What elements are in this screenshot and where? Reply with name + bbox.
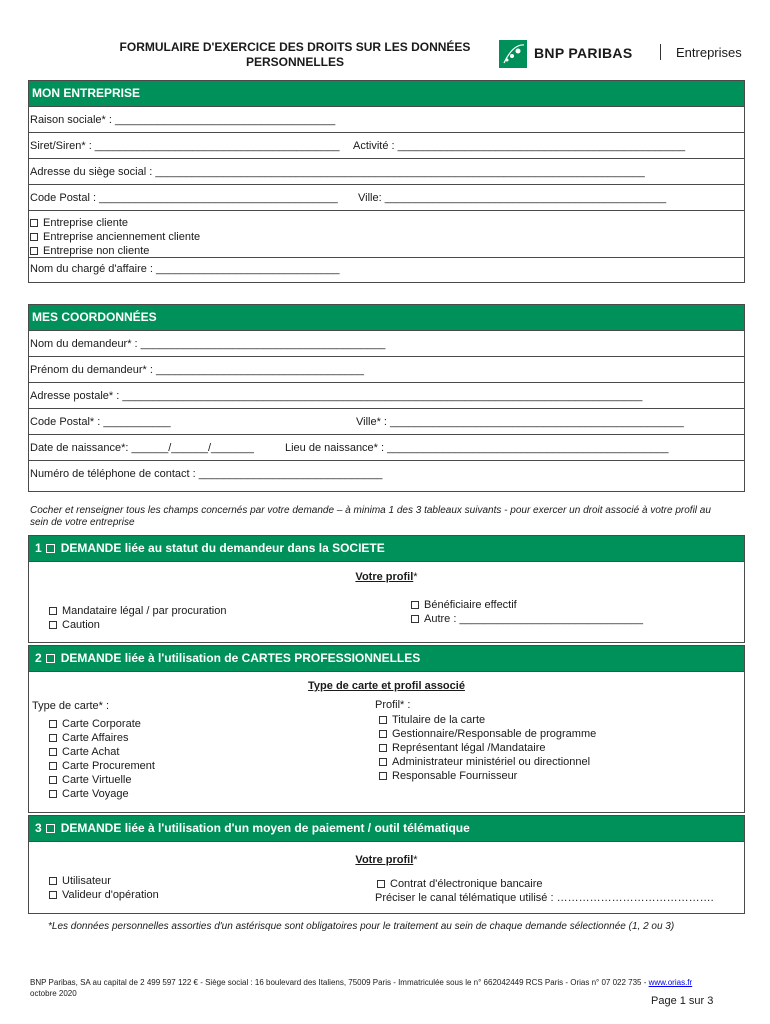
row-statut-client bbox=[29, 210, 744, 257]
checkbox-icon[interactable] bbox=[379, 744, 387, 752]
checkbox-icon[interactable] bbox=[379, 730, 387, 738]
checkbox-icon[interactable] bbox=[49, 762, 57, 770]
option-caution[interactable]: Caution bbox=[49, 618, 226, 632]
row-naissance bbox=[29, 434, 744, 460]
logo-divider bbox=[660, 44, 661, 60]
demande-1-subheading: Votre profil* bbox=[355, 571, 418, 583]
profil-label: Profil* : bbox=[375, 699, 411, 711]
checkbox-icon[interactable] bbox=[30, 247, 38, 255]
checkbox-icon[interactable] bbox=[49, 776, 57, 784]
checkbox-icon[interactable] bbox=[49, 891, 57, 899]
section-heading: MON ENTREPRISE bbox=[29, 81, 744, 106]
checkbox-icon[interactable] bbox=[379, 772, 387, 780]
option-anciennement-cliente[interactable]: Entreprise anciennement cliente bbox=[30, 230, 200, 244]
checkbox-icon[interactable] bbox=[377, 880, 385, 888]
checkbox-icon[interactable] bbox=[30, 233, 38, 241]
option-titulaire[interactable]: Titulaire de la carte bbox=[379, 713, 596, 727]
checkbox-icon[interactable] bbox=[49, 734, 57, 742]
row-nom bbox=[29, 330, 744, 356]
checkbox-icon[interactable] bbox=[379, 716, 387, 724]
option-fournisseur[interactable]: Responsable Fournisseur bbox=[379, 769, 596, 783]
code-postal-field[interactable]: Code Postal* : ___________ bbox=[30, 416, 171, 428]
checkbox-icon[interactable] bbox=[411, 615, 419, 623]
demande-1-body bbox=[29, 561, 744, 644]
option-mandataire[interactable]: Mandataire légal / par procuration bbox=[49, 604, 226, 618]
demande-2-body bbox=[29, 671, 744, 814]
option-autre[interactable]: Autre : ______________________________ bbox=[411, 612, 643, 626]
row-code-postal bbox=[29, 184, 744, 210]
demande-1-right-options bbox=[411, 598, 643, 626]
checkbox-icon[interactable] bbox=[49, 720, 57, 728]
option-administrateur[interactable]: Administrateur ministériel ou directionnel bbox=[379, 755, 596, 769]
lieu-naissance-field[interactable]: Lieu de naissance* : ______________________________________________ bbox=[285, 442, 669, 454]
logo-name: BNP PARIBAS bbox=[534, 45, 633, 61]
siret-field[interactable]: Siret/Siren* : ________________________________________ bbox=[30, 140, 340, 152]
ville-field[interactable]: Ville* : ________________________________________________ bbox=[356, 416, 684, 428]
option-carte-virtuelle[interactable]: Carte Virtuelle bbox=[49, 773, 155, 787]
adresse-siege-field[interactable]: Adresse du siège social : ________________________________________________________________________________ bbox=[30, 166, 645, 178]
demande-1-heading: 1 DEMANDE liée au statut du demandeur dans la SOCIETE bbox=[29, 536, 744, 561]
demande-1-left-options bbox=[49, 604, 226, 632]
title-line-1: FORMULAIRE D'EXERCICE DES DROITS SUR LES DONNÉES bbox=[119, 40, 471, 54]
page-title bbox=[85, 40, 505, 70]
option-non-cliente[interactable]: Entreprise non cliente bbox=[30, 244, 200, 258]
row-adresse bbox=[29, 158, 744, 184]
bnp-logo-icon bbox=[499, 40, 527, 68]
title-line-2: PERSONNELLES bbox=[245, 55, 344, 69]
footnote: *Les données personnelles assorties d'un astérisque sont obligatoires pour le traitement au sein de chaque demande sélectionnée (1, 2 ou 3) bbox=[48, 921, 675, 932]
checkbox-icon[interactable] bbox=[49, 748, 57, 756]
demande-3-left-options bbox=[49, 874, 159, 902]
section-demande-2 bbox=[28, 645, 745, 813]
row-siret bbox=[29, 132, 744, 158]
checkbox-icon[interactable] bbox=[30, 219, 38, 227]
logo-division: Entreprises bbox=[676, 45, 742, 60]
option-carte-voyage[interactable]: Carte Voyage bbox=[49, 787, 155, 801]
demande-1-checkbox-icon[interactable] bbox=[46, 544, 55, 553]
row-telephone bbox=[29, 460, 744, 487]
section-demande-1 bbox=[28, 535, 745, 643]
page-number: Page 1 sur 3 bbox=[651, 995, 714, 1007]
charge-affaire-field[interactable]: Nom du chargé d'affaire : ______________________________ bbox=[30, 263, 340, 275]
option-beneficiaire[interactable]: Bénéficiaire effectif bbox=[411, 598, 643, 612]
checkbox-icon[interactable] bbox=[49, 877, 57, 885]
checkbox-icon[interactable] bbox=[49, 621, 57, 629]
row-adresse-postale bbox=[29, 382, 744, 408]
demande-3-subheading: Votre profil* bbox=[355, 854, 418, 866]
footer-date: octobre 2020 bbox=[30, 989, 77, 998]
telephone-field[interactable]: Numéro de téléphone de contact : ______________________________ bbox=[30, 468, 383, 480]
demande-2-subheading: Type de carte et profil associé bbox=[308, 680, 465, 692]
adresse-postale-field[interactable]: Adresse postale* : _____________________________________________________________________________________ bbox=[30, 390, 643, 402]
orias-link[interactable]: www.orias.fr bbox=[648, 978, 693, 987]
row-prenom bbox=[29, 356, 744, 382]
raison-sociale-field[interactable]: Raison sociale* : ____________________________________ bbox=[30, 114, 336, 126]
demande-3-body bbox=[29, 841, 744, 915]
option-carte-corporate[interactable]: Carte Corporate bbox=[49, 717, 155, 731]
section-heading: MES COORDONNÉES bbox=[29, 305, 744, 330]
demande-3-heading: 3 DEMANDE liée à l'utilisation d'un moyen de paiement / outil télématique bbox=[29, 816, 744, 841]
date-naissance-field[interactable]: Date de naissance*: ______/______/_______ bbox=[30, 442, 254, 454]
ville-field[interactable]: Ville: ______________________________________________ bbox=[358, 192, 667, 204]
type-carte-label: Type de carte* : bbox=[32, 700, 110, 712]
option-carte-procurement[interactable]: Carte Procurement bbox=[49, 759, 155, 773]
checkbox-icon[interactable] bbox=[49, 607, 57, 615]
activite-field[interactable]: Activité : _______________________________________________ bbox=[353, 140, 686, 152]
option-carte-achat[interactable]: Carte Achat bbox=[49, 745, 155, 759]
profil-options bbox=[379, 713, 596, 783]
demande-2-checkbox-icon[interactable] bbox=[46, 654, 55, 663]
demande-3-right bbox=[375, 877, 714, 905]
instructions-text: Cocher et renseigner tous les champs concernés par votre demande – à minima 1 des 3 tableaux suivants - pour exercer un droit associé à votre profil au sein de votre entreprise bbox=[30, 505, 711, 528]
option-entreprise-cliente[interactable]: Entreprise cliente bbox=[30, 216, 200, 230]
row-charge bbox=[29, 257, 744, 283]
type-carte-options bbox=[49, 717, 155, 801]
section-coordonnees bbox=[28, 304, 745, 492]
option-gestionnaire[interactable]: Gestionnaire/Responsable de programme bbox=[379, 727, 596, 741]
section-entreprise bbox=[28, 80, 745, 283]
footer-legal: BNP Paribas, SA au capital de 2 499 597 122 € - Siège social : 16 boulevard des Italiens, 75009 Paris - Immatriculée sous le n° 662042449 RCS Paris - Orias n° 07 022 735 - www.orias.fr bbox=[30, 978, 693, 987]
section-demande-3 bbox=[28, 815, 745, 914]
demande-3-checkbox-icon[interactable] bbox=[46, 824, 55, 833]
checkbox-icon[interactable] bbox=[411, 601, 419, 609]
option-contrat[interactable]: Contrat d'électronique bancaire bbox=[375, 877, 714, 891]
checkbox-icon[interactable] bbox=[379, 758, 387, 766]
canal-telematique-field[interactable]: Préciser le canal télématique utilisé : ……………………………………. bbox=[375, 892, 714, 904]
demande-2-heading: 2 DEMANDE liée à l'utilisation de CARTES PROFESSIONNELLES bbox=[29, 646, 744, 671]
code-postal-field[interactable]: Code Postal : _______________________________________ bbox=[30, 192, 338, 204]
row-code-postal bbox=[29, 408, 744, 434]
option-representant[interactable]: Représentant légal /Mandataire bbox=[379, 741, 596, 755]
option-valideur[interactable]: Valideur d'opération bbox=[49, 888, 159, 902]
option-carte-affaires[interactable]: Carte Affaires bbox=[49, 731, 155, 745]
nom-field[interactable]: Nom du demandeur* : ________________________________________ bbox=[30, 338, 386, 350]
statut-client-options bbox=[30, 216, 200, 258]
footer bbox=[30, 977, 720, 999]
checkbox-icon[interactable] bbox=[49, 790, 57, 798]
row-raison-sociale bbox=[29, 106, 744, 132]
prenom-field[interactable]: Prénom du demandeur* : __________________________________ bbox=[30, 364, 364, 376]
option-utilisateur[interactable]: Utilisateur bbox=[49, 874, 159, 888]
